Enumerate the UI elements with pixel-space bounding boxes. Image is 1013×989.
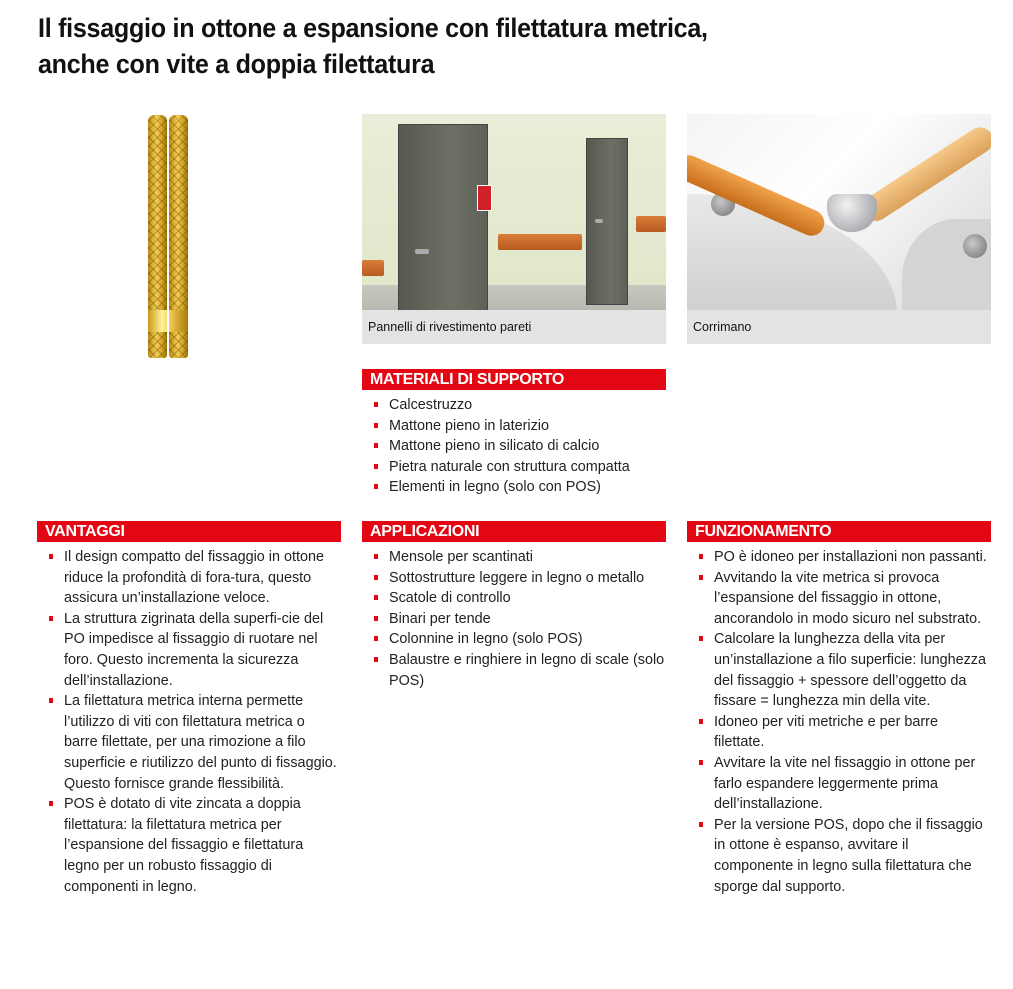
section-applications [362, 521, 666, 691]
list-item: Mattone pieno in silicato di calcio [362, 436, 666, 457]
photo-wall-panels [362, 114, 666, 344]
list-item: Per la versione POS, dopo che il fissaggio in ottone è espanso, avvitare il componente in legno sulla filettatura che sporge dal supporto. [687, 815, 991, 897]
list-item: Avvitando la vite metrica si provoca l’espansione del fissaggio in ottone, ancorandolo in modo sicuro nel substrato. [687, 568, 991, 630]
page-title [38, 10, 912, 82]
list-item: Elementi in legno (solo con POS) [362, 477, 666, 498]
section-materials [362, 369, 666, 498]
operation-list [687, 547, 991, 897]
section-advantages [37, 521, 341, 897]
photo-handrail [687, 114, 991, 344]
list-item: Calcestruzzo [362, 395, 666, 416]
list-item: Il design compatto del fissaggio in ottone riduce la profondità di fora-tura, questo assicura un’installazione veloce. [37, 547, 341, 609]
list-item: Calcolare la lunghezza della vita per un’installazione a filo superficie: lunghezza del fissaggio + spessore dell’oggetto da fissare = lunghezza min della vite. [687, 629, 991, 711]
applications-list [362, 547, 666, 691]
materials-list [362, 395, 666, 498]
section-heading: APPLICAZIONI [362, 521, 666, 542]
fire-sign-icon [477, 185, 492, 211]
title-line-1: Il fissaggio in ottone a espansione con filettatura metrica, [38, 13, 708, 43]
wall-panels-image [362, 114, 666, 310]
photo-caption: Pannelli di rivestimento pareti [362, 310, 666, 344]
list-item: Mensole per scantinati [362, 547, 666, 568]
section-heading: VANTAGGI [37, 521, 341, 542]
brass-anchor-image [148, 115, 188, 358]
handrail-image [687, 114, 991, 310]
section-heading: FUNZIONAMENTO [687, 521, 991, 542]
list-item: Colonnine in legno (solo POS) [362, 629, 666, 650]
list-item: Sottostrutture leggere in legno o metallo [362, 568, 666, 589]
list-item: Scatole di controllo [362, 588, 666, 609]
list-item: Balaustre e ringhiere in legno di scale (solo POS) [362, 650, 666, 691]
section-heading: MATERIALI DI SUPPORTO [362, 369, 666, 390]
list-item: Pietra naturale con struttura compatta [362, 457, 666, 478]
list-item: La filettatura metrica interna permette l’utilizzo di viti con filettatura metrica o barre filettate, per una rimozione a filo superficie e riutilizzo del punto di fissaggio. Questo fornisce grande flessibilità. [37, 691, 341, 794]
list-item: POS è dotato di vite zincata a doppia filettatura: la filettatura metrica per l’espansione del fissaggio e filettatura legno per un robusto fissaggio di componenti in legno. [37, 794, 341, 897]
advantages-list [37, 547, 341, 897]
list-item: Avvitare la vite nel fissaggio in ottone per farlo espandere leggermente prima dell’installazione. [687, 753, 991, 815]
list-item: Binari per tende [362, 609, 666, 630]
section-operation [687, 521, 991, 897]
photo-caption: Corrimano [687, 310, 991, 344]
list-item: Idoneo per viti metriche e per barre filettate. [687, 712, 991, 753]
title-line-2: anche con vite a doppia filettatura [38, 49, 435, 79]
list-item: La struttura zigrinata della superfi-cie del PO impedisce al fissaggio di ruotare nel foro. Questo incrementa la sicurezza dell’installazione. [37, 609, 341, 691]
list-item: Mattone pieno in laterizio [362, 416, 666, 437]
list-item: PO è idoneo per installazioni non passanti. [687, 547, 991, 568]
